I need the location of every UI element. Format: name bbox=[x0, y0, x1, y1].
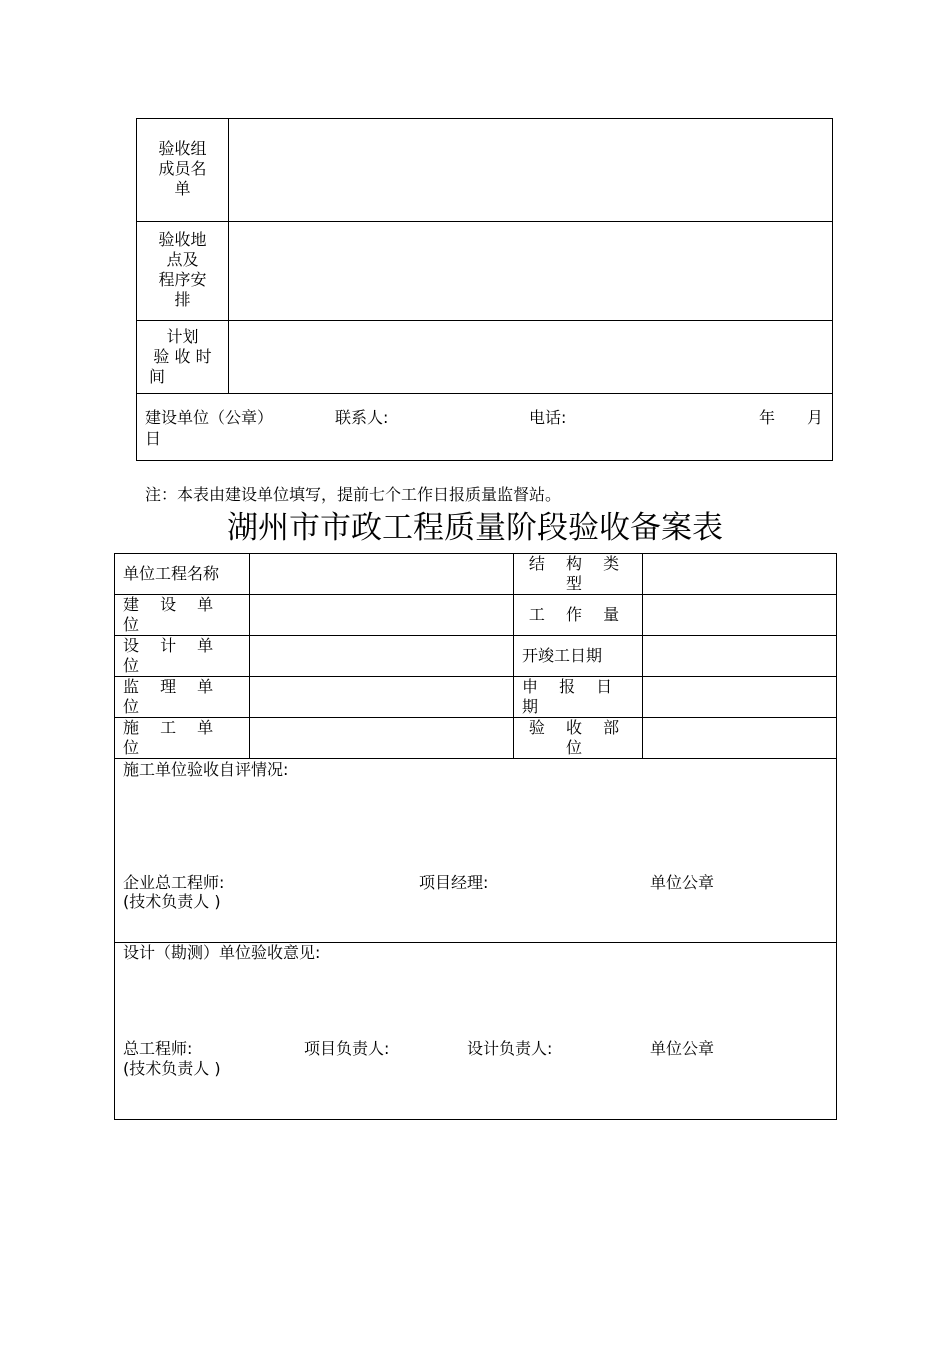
label-line: 单 bbox=[174, 179, 191, 198]
section-heading: 设计（勘测）单位验收意见: bbox=[123, 943, 321, 962]
workload-label: 工 作 量 bbox=[514, 595, 643, 636]
structure-type-value[interactable] bbox=[643, 554, 837, 595]
project-name-label: 单位工程名称 bbox=[115, 554, 250, 595]
report-date-label: 申 报 日 期 bbox=[514, 677, 643, 718]
report-date-value[interactable] bbox=[643, 677, 837, 718]
start-end-date-value[interactable] bbox=[643, 636, 837, 677]
acceptance-plan-table bbox=[136, 118, 833, 461]
label-line: 验收组 bbox=[158, 139, 207, 158]
tech-lead-label: (技术负责人 ) bbox=[123, 1059, 221, 1078]
note-text: 注：本表由建设单位填写，提前七个工作日报质量监督站。 bbox=[145, 485, 562, 504]
day-label: 日 bbox=[145, 429, 162, 448]
build-unit-label: 建 设 单 位 bbox=[115, 595, 250, 636]
label-line: 间 bbox=[149, 367, 166, 386]
label-line: 验收地 bbox=[158, 230, 207, 249]
chief-engineer-label: 企业总工程师: bbox=[123, 873, 225, 892]
contact-label: 联系人: bbox=[335, 408, 389, 427]
workload-value[interactable] bbox=[643, 595, 837, 636]
label-line: 程序安 bbox=[158, 270, 207, 289]
section-heading: 施工单位验收自评情况: bbox=[123, 760, 289, 779]
location-label bbox=[137, 222, 229, 321]
phone-label: 电话: bbox=[529, 408, 567, 427]
label-line: 排 bbox=[174, 290, 191, 309]
label-line: 验 收 时 bbox=[153, 347, 212, 366]
members-label bbox=[137, 119, 229, 222]
filing-form-table bbox=[114, 553, 837, 1120]
schedule-value[interactable] bbox=[229, 321, 833, 394]
project-manager-label: 项目经理: bbox=[419, 873, 489, 892]
start-end-date-label: 开竣工日期 bbox=[514, 636, 643, 677]
chief-engineer-label: 总工程师: bbox=[123, 1039, 193, 1058]
month-label: 月 bbox=[807, 408, 824, 427]
build-unit-seal: 建设单位（公章） bbox=[145, 408, 274, 427]
project-lead-label: 项目负责人: bbox=[304, 1039, 390, 1058]
design-unit-opinion[interactable] bbox=[115, 943, 837, 1120]
design-lead-label: 设计负责人: bbox=[467, 1039, 553, 1058]
structure-type-label: 结 构 类 型 bbox=[514, 554, 643, 595]
contractor-label: 施 工 单 位 bbox=[115, 718, 250, 759]
unit-seal-label: 单位公章 bbox=[650, 1039, 715, 1058]
year-label: 年 bbox=[759, 408, 776, 427]
tech-lead-label: (技术负责人 ) bbox=[123, 892, 221, 911]
design-unit-value[interactable] bbox=[250, 636, 514, 677]
design-unit-label: 设 计 单 位 bbox=[115, 636, 250, 677]
members-value[interactable] bbox=[229, 119, 833, 222]
location-value[interactable] bbox=[229, 222, 833, 321]
supervision-unit-label: 监 理 单 位 bbox=[115, 677, 250, 718]
label-line: 计划 bbox=[166, 327, 199, 346]
schedule-label bbox=[137, 321, 229, 394]
acceptance-part-value[interactable] bbox=[643, 718, 837, 759]
unit-seal-label: 单位公章 bbox=[650, 873, 715, 892]
label-line: 成员名 bbox=[158, 159, 207, 178]
acceptance-part-label: 验 收 部 位 bbox=[514, 718, 643, 759]
page-title: 湖州市市政工程质量阶段验收备案表 bbox=[227, 510, 723, 546]
contractor-value[interactable] bbox=[250, 718, 514, 759]
build-unit-value[interactable] bbox=[250, 595, 514, 636]
project-name-value[interactable] bbox=[250, 554, 514, 595]
upper-footer bbox=[137, 394, 833, 461]
contractor-self-assessment[interactable] bbox=[115, 759, 837, 943]
supervision-unit-value[interactable] bbox=[250, 677, 514, 718]
label-line: 点及 bbox=[166, 250, 199, 269]
